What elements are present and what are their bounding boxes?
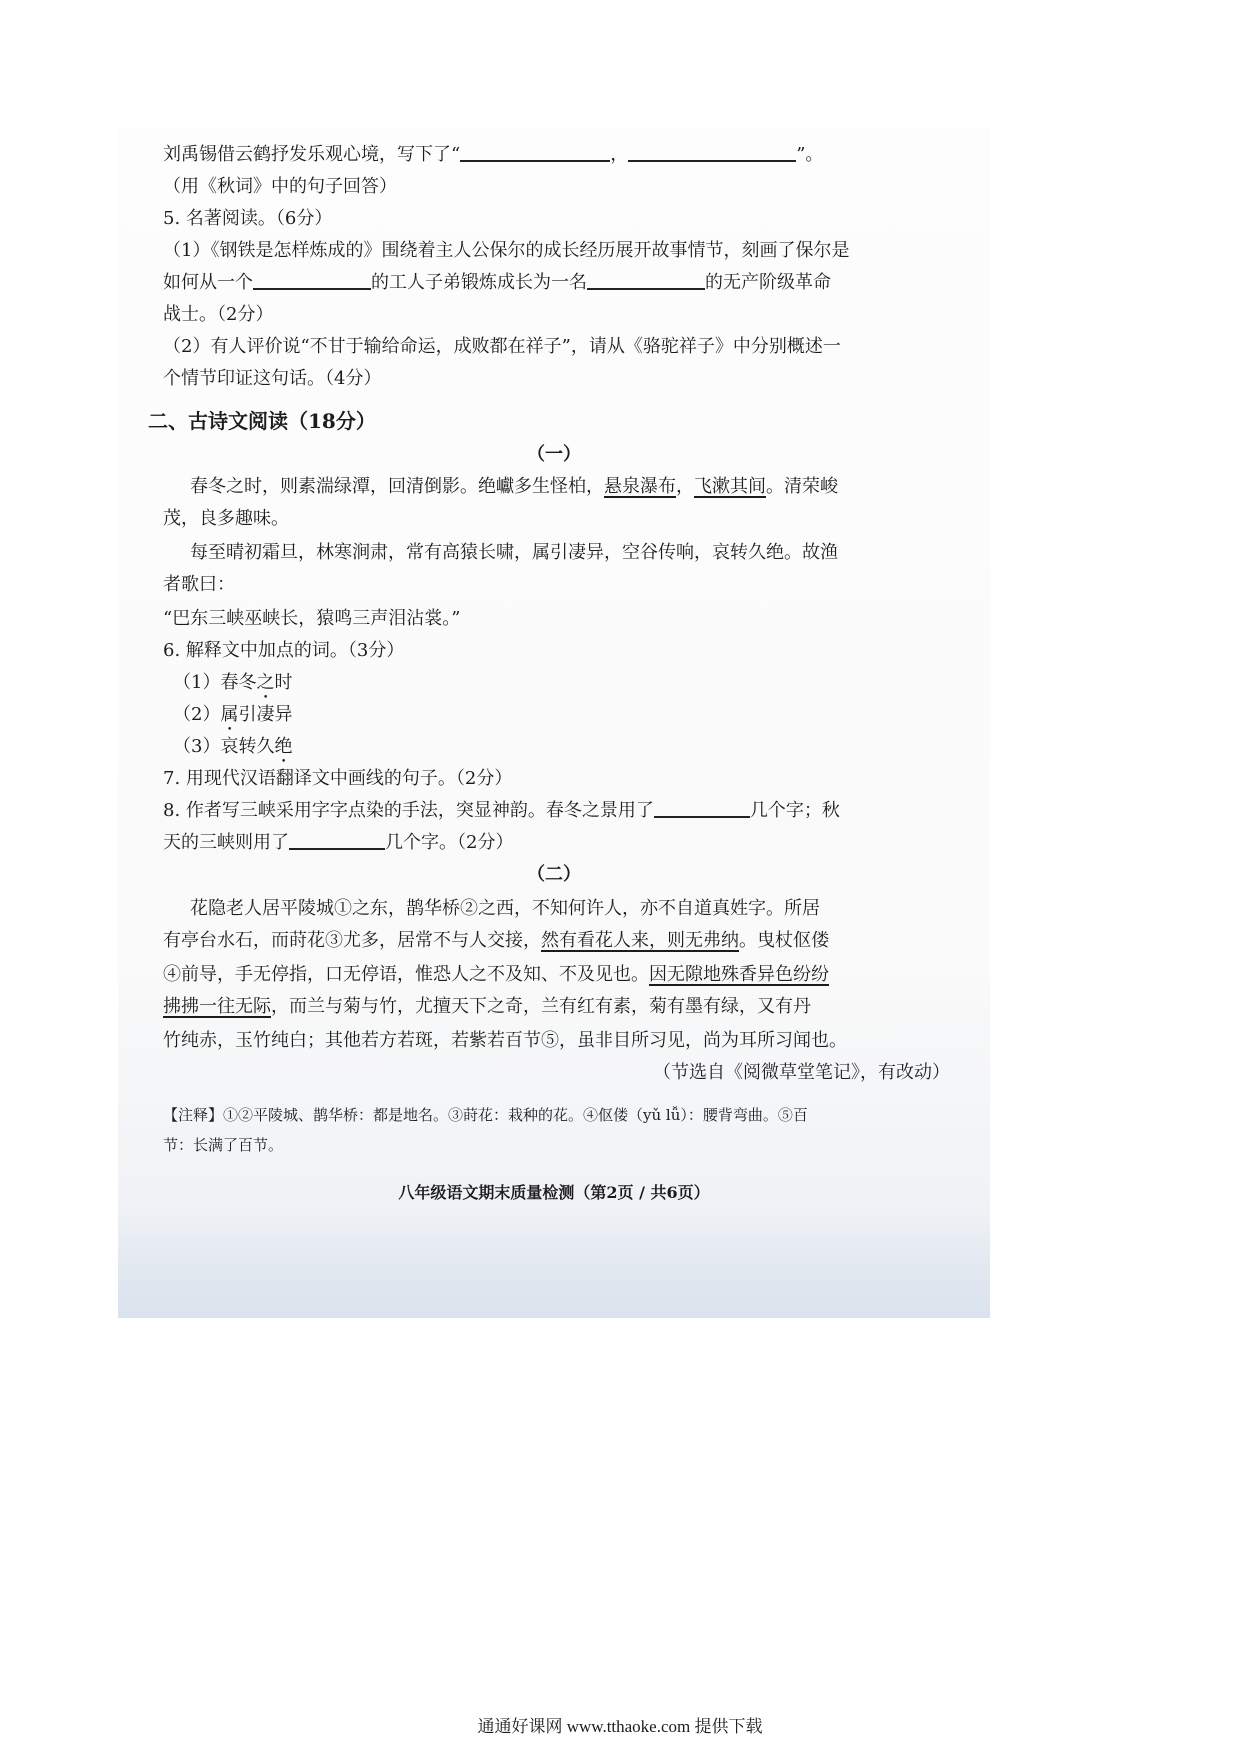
- passage2-line3: ④前导，手无停指，口无停语，惟恐人之不及知、不及见也。因无隙地殊香异色纷纷: [163, 964, 829, 985]
- q4-separator: ，: [610, 144, 629, 165]
- q5-part1-line1: （1）《钢铁是怎样炼成的》围绕着主人公保尔的成长经历展开故事情节，刻画了保尔是: [163, 240, 850, 261]
- underlined-sentence: 然有看花人来，则无弗纳: [541, 930, 739, 951]
- passage1-line3: 每至晴初霜旦，林寒涧肃，常有高猿长啸，属引凄异，空谷传响，哀转久绝。故渔: [190, 542, 838, 563]
- passage1-line2: 茂，良多趣味。: [163, 508, 289, 529]
- answer-blank: [628, 142, 796, 162]
- passage2-line1: 花隐老人居平陵城①之东，鹊华桥②之西，不知何许人，亦不自道真姓字。所居: [190, 898, 820, 919]
- q4-prompt-text: 刘禹锡借云鹤抒发乐观心境，写下了“: [163, 144, 461, 165]
- underlined-sentence: 拂拂一往无际: [163, 996, 271, 1017]
- q4-instruction: （用《秋词》中的句子回答）: [163, 176, 397, 197]
- q5-part2-line2: 个情节印证这句话。（4分）: [163, 368, 382, 389]
- answer-blank: [654, 798, 750, 818]
- annotation-line1: 【注释】①②平陵城、鹊华桥：都是地名。③莳花：栽种的花。④伛偻（yǔ lǚ）：腰背弯曲。⑤百: [163, 1106, 808, 1124]
- passage1-line5: “巴东三峡巫峡长，猿鸣三声泪沾裳。”: [163, 608, 461, 629]
- q4-end-quote: ”。: [796, 144, 824, 165]
- q5-part1-line3: 战士。（2分）: [163, 304, 274, 325]
- answer-blank: [587, 270, 705, 290]
- answer-blank: [289, 830, 385, 850]
- part2-title: （二）: [527, 864, 581, 885]
- annotation-line2: 节：长满了百节。: [163, 1136, 284, 1154]
- passage2-line4: 拂拂一往无际，而兰与菊与竹，尤擅天下之奇，兰有红有素，菊有墨有绿，又有丹: [163, 996, 811, 1017]
- q8-line2: 天的三峡则用了 几个字。（2分）: [163, 832, 514, 853]
- q6-item3: （3）哀转久绝: [173, 736, 293, 757]
- dotted-word: 绝: [274, 736, 293, 757]
- q5-title: 5. 名著阅读。（6分）: [163, 208, 333, 229]
- q6-title: 6. 解释文中加点的词。（3分）: [163, 640, 405, 661]
- section-heading: 二、古诗文阅读（18分）: [148, 409, 376, 433]
- q8-line1: 8. 作者写三峡采用字字点染的手法，突显神韵。春冬之景用了 几个字；秋: [163, 800, 840, 821]
- dotted-word: 之: [256, 672, 275, 693]
- passage1-line4: 者歌曰：: [163, 574, 235, 595]
- scanned-exam-page: [118, 128, 990, 1318]
- underlined-phrase: 飞漱其间: [694, 476, 766, 497]
- underlined-phrase: 悬泉瀑布: [604, 476, 676, 497]
- passage2-line2: 有亭台水石，而莳花③尤多，居常不与人交接，然有看花人来，则无弗纳。曳杖伛偻: [163, 930, 829, 951]
- q6-item2: （2）属引凄异: [173, 704, 293, 725]
- part1-title: （一）: [527, 444, 581, 465]
- page-footer: 八年级语文期末质量检测（第2页 / 共6页）: [398, 1183, 710, 1202]
- q6-item1: （1）春冬之时: [173, 672, 293, 693]
- underlined-sentence: 因无隙地殊香异色纷纷: [649, 964, 829, 985]
- answer-blank: [253, 270, 371, 290]
- q5-part1-line2: 如何从一个 的工人子弟锻炼成长为一名 的无产阶级革命: [163, 272, 831, 293]
- passage2-source: （节选自《阅微草堂笔记》，有改动）: [653, 1062, 950, 1083]
- q5-part2-line1: （2）有人评价说“不甘于输给命运，成败都在祥子”，请从《骆驼祥子》中分别概述一: [163, 336, 841, 357]
- passage2-line5: 竹纯赤，玉竹纯白；其他若方若斑，若紫若百节⑤，虽非目所习见，尚为耳所习闻也。: [163, 1030, 847, 1051]
- passage1-line1: 春冬之时，则素湍绿潭，回清倒影。绝巘多生怪柏，悬泉瀑布，飞漱其间。清荣峻: [190, 476, 838, 497]
- answer-blank: [460, 142, 610, 162]
- q7-text: 7. 用现代汉语翻译文中画线的句子。（2分）: [163, 768, 513, 789]
- dotted-word: 属: [220, 704, 239, 725]
- download-credit: 通通好课网 www.tthaoke.com 提供下载: [477, 1717, 763, 1736]
- q4-answer-line: [163, 142, 823, 168]
